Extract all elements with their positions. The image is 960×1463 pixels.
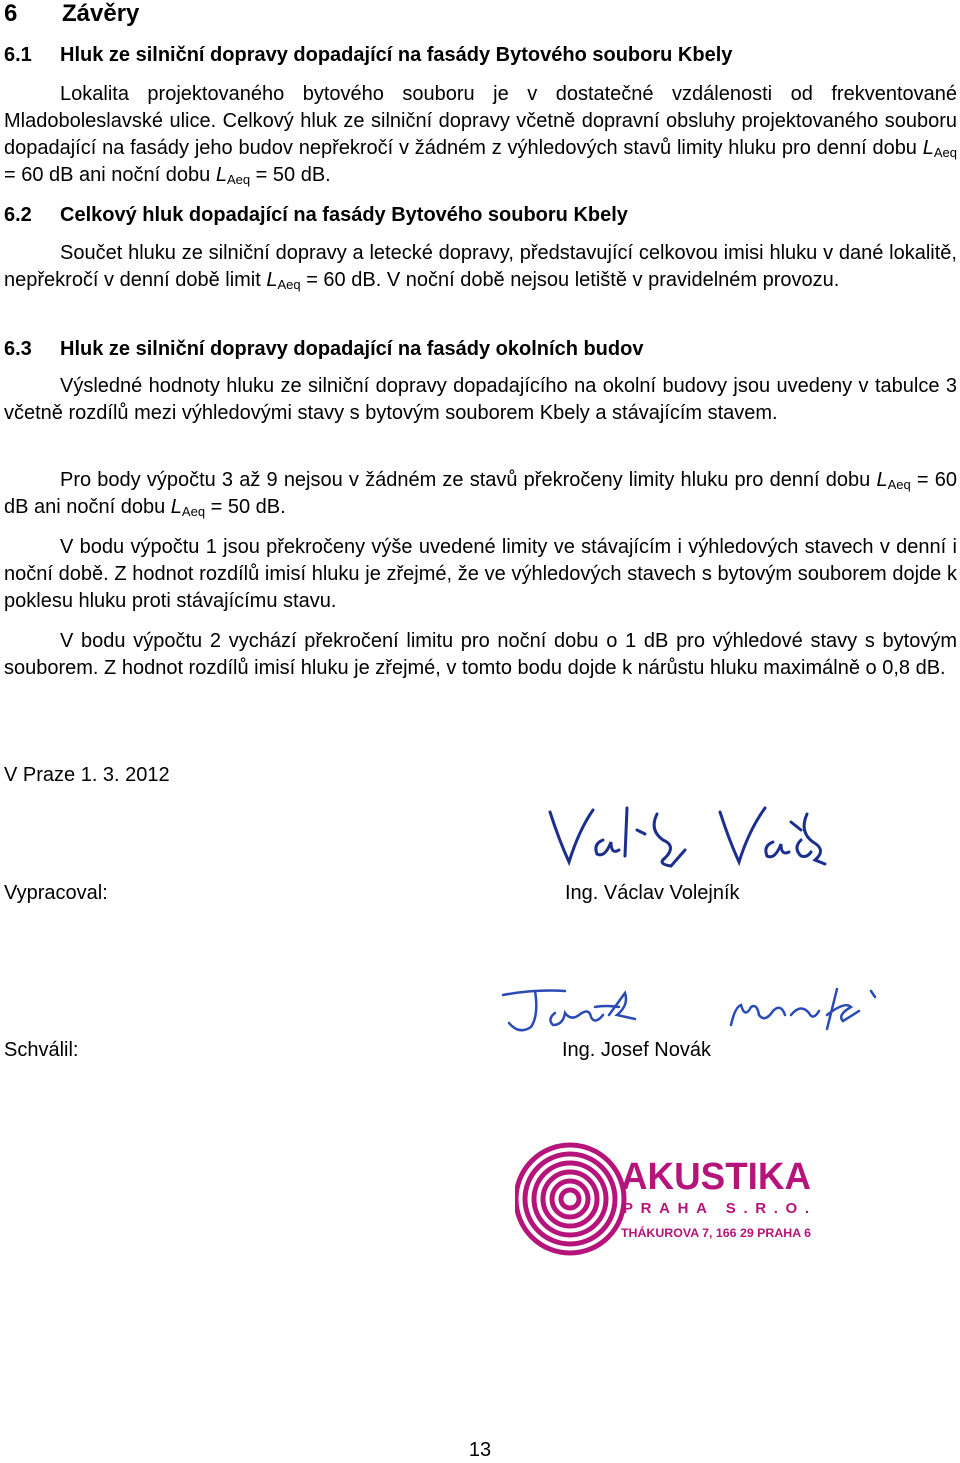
section-6-3-heading bbox=[4, 336, 643, 362]
approved-by-label: Schválil: bbox=[4, 1039, 79, 1061]
section-6-3-paragraph-1: Výsledné hodnoty hluku ze silniční dopravy dopadajícího na okolní budovy jsou uvedeny v tabulce 3 včetně rozdílů mezi výhledovými stavy s bytovým souborem Kbely a stávajícím stavem. bbox=[4, 375, 957, 424]
chapter-title: Závěry bbox=[62, 0, 140, 27]
prepared-by-name: Ing. Václav Volejník bbox=[565, 882, 740, 904]
chapter-heading bbox=[4, 0, 139, 28]
prepared-by-label: Vypracoval: bbox=[4, 882, 108, 904]
section-6-3-paragraph-3: V bodu výpočtu 1 jsou překročeny výše uvedené limity ve stávajícím i výhledových stavech v denní i noční době. Z hodnot rozdílů imisí hluku je zřejmé, že ve výhledových stavech s bytovým souborem dojde k poklesu hluku proti stávajícímu stavu. bbox=[4, 536, 957, 612]
approved-by-name: Ing. Josef Novák bbox=[562, 1039, 711, 1061]
logo-name: AKUSTIKA bbox=[621, 1156, 811, 1198]
section-6-2-number: 6.2 bbox=[4, 204, 32, 226]
section-6-1-paragraph: Lokalita projektovaného bytového souboru je v dostatečné vzdálenosti od frekventované Mladoboleslavské ulice. Celkový hluk ze silniční dopravy včetně dopravní obsluhy projektovaného souboru dopadající na fasády jeho budov nepřekročí v žádném z výhledových stavů limity hluku pro denní dobu $L_{Aeq} = 60$ dB ani noční dobu $L_{Aeq} = 50$ dB. bbox=[4, 83, 957, 187]
company-logo bbox=[515, 1133, 815, 1265]
section-6-2-title: Celkový hluk dopadající na fasády Bytového souboru Kbely bbox=[60, 204, 628, 226]
section-6-3-number: 6.3 bbox=[4, 338, 32, 360]
chapter-number: 6 bbox=[4, 0, 18, 27]
section-6-3-paragraph-4: V bodu výpočtu 2 vychází překročení limitu pro noční dobu o 1 dB pro výhledové stavy s bytovým souborem. Z hodnot rozdílů imisí hluku je zřejmé, v tomto bodu dojde k nárůstu hluku maximálně o 0,8 dB. bbox=[4, 630, 957, 679]
signature-novak bbox=[495, 985, 885, 1045]
section-6-2-heading bbox=[4, 202, 628, 228]
section-6-1-number: 6.1 bbox=[4, 44, 32, 66]
logo-address: THÁKUROVA 7, 166 29 PRAHA 6 bbox=[621, 1226, 806, 1240]
section-6-3-title: Hluk ze silniční dopravy dopadající na fasády okolních budov bbox=[60, 338, 644, 360]
section-6-1-heading bbox=[4, 42, 732, 68]
logo-sub: PRAHA S.R.O. bbox=[623, 1200, 809, 1217]
signature-volejnik bbox=[545, 800, 830, 875]
section-6-3-paragraph-2: Pro body výpočtu 3 až 9 nejsou v žádném ze stavů překročeny limity hluku pro denní dobu $L_{Aeq} = 60$ dB ani noční dobu $L_{Aeq} = 50$ dB. bbox=[4, 469, 957, 519]
section-6-2-paragraph: Součet hluku ze silniční dopravy a letecké dopravy, představující celkovou imisi hluku v dané lokalitě, nepřekročí v denní době limit $L_{Aeq} = 60$ dB. V noční době nejsou letiště v pravidelném provozu. bbox=[4, 242, 957, 292]
page-number: 13 bbox=[468, 1439, 492, 1461]
section-6-1-title: Hluk ze silniční dopravy dopadající na fasády Bytového souboru Kbely bbox=[60, 44, 733, 66]
place-and-date: V Praze 1. 3. 2012 bbox=[4, 764, 170, 786]
